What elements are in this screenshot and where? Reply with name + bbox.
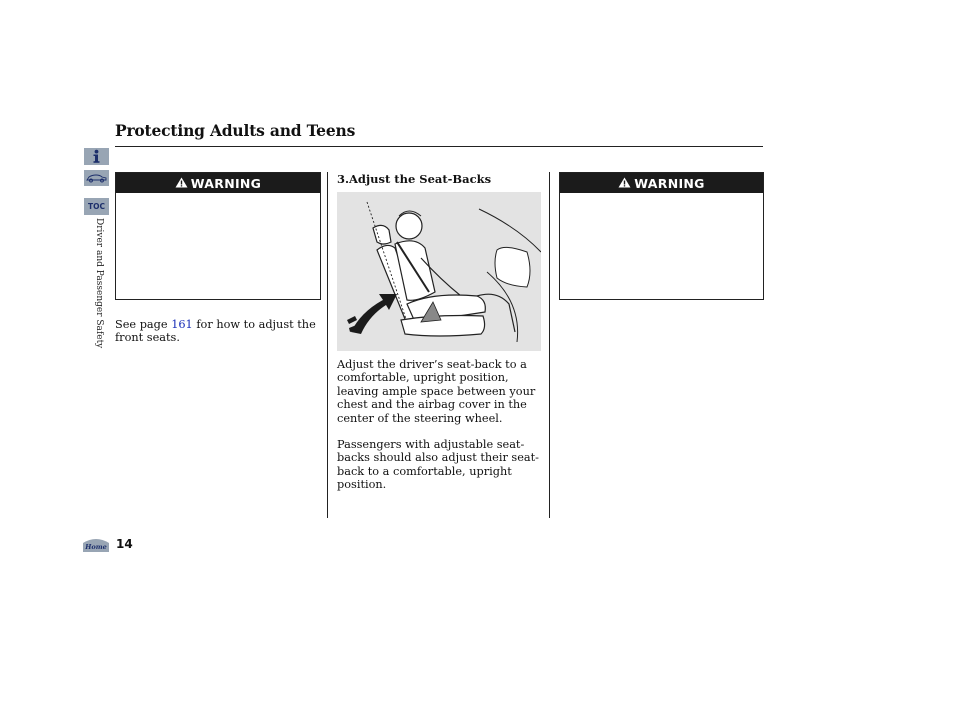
section-heading: 3.Adjust the Seat-Backs bbox=[337, 172, 492, 186]
warning-header bbox=[116, 173, 320, 193]
section-label: Driver and Passenger Safety bbox=[94, 218, 104, 349]
toc-button[interactable] bbox=[84, 198, 109, 215]
home-icon bbox=[83, 537, 109, 552]
page-link[interactable]: 161 bbox=[171, 318, 193, 331]
title-divider bbox=[115, 146, 763, 147]
warning-label: WARNING bbox=[190, 175, 262, 191]
home-button[interactable] bbox=[83, 537, 109, 552]
home-label: Home bbox=[85, 543, 107, 551]
see-page-suffix: for how to adjust the front seats. bbox=[115, 318, 316, 345]
warning-triangle-icon bbox=[618, 176, 631, 191]
warning-triangle-icon bbox=[175, 176, 188, 191]
seat-back-illustration bbox=[337, 192, 541, 351]
see-page-prefix: See page bbox=[115, 318, 172, 331]
column-divider bbox=[549, 172, 550, 518]
paragraph-driver: Adjust the driver’s seat-back to a comfortable, upright position, leaving ample space between your chest and the airbag cover in the center of the steering wheel. bbox=[337, 358, 536, 425]
page-number: 14 bbox=[116, 537, 133, 551]
info-icon bbox=[84, 148, 109, 165]
page-title: Protecting Adults and Teens bbox=[115, 121, 356, 140]
column-divider bbox=[327, 172, 328, 518]
info-button[interactable] bbox=[84, 148, 109, 165]
warning-box bbox=[115, 172, 321, 300]
see-page-note bbox=[115, 318, 320, 345]
car-icon bbox=[84, 170, 109, 186]
warning-box bbox=[559, 172, 764, 300]
paragraph-passengers: Passengers with adjustable seat-backs should also adjust their seat- back to a comfortable, upright position. bbox=[337, 438, 540, 492]
vehicle-index-button[interactable] bbox=[84, 170, 109, 186]
toc-icon: TOC bbox=[88, 202, 105, 211]
warning-label: WARNING bbox=[634, 175, 705, 191]
warning-header bbox=[560, 173, 763, 193]
